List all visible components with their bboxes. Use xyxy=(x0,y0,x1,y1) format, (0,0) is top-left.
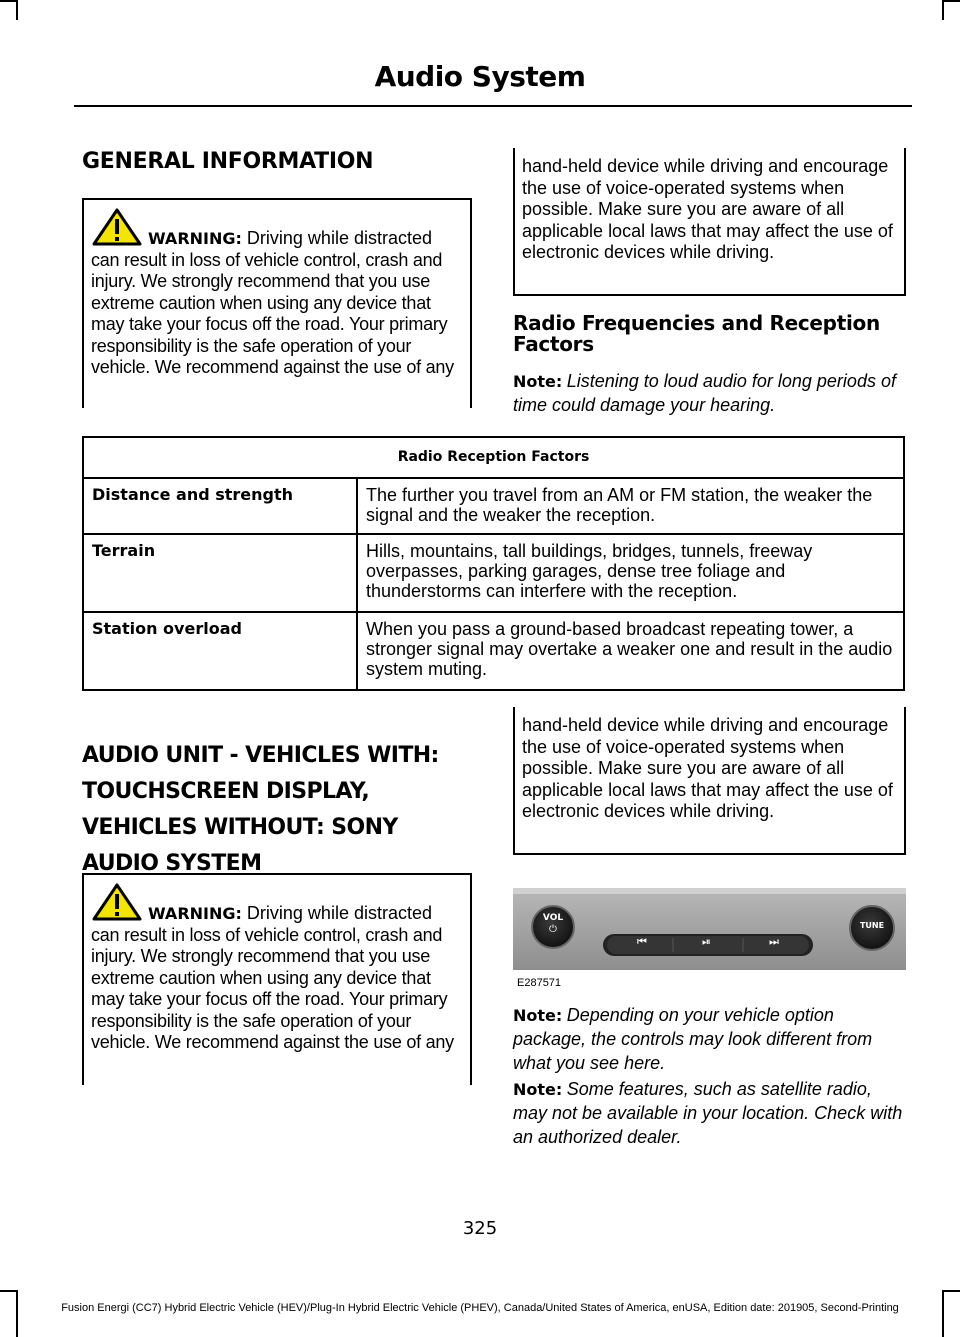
tune-knob-label: TUNE xyxy=(859,921,885,930)
warning-label: WARNING: xyxy=(148,904,242,923)
section-general-information-title: GENERAL INFORMATION xyxy=(82,149,374,174)
seek-forward-icon: ⏭ xyxy=(769,936,779,948)
warning-text-first: Driving while distracted xyxy=(246,903,432,923)
table-cell-description: When you pass a ground-based broadcast repeating tower, a stronger signal may overtake a weaker one and result in the audio system muting. xyxy=(357,612,904,690)
table-cell-description: Hills, mountains, tall buildings, bridges, tunnels, freeway overpasses, parking garages, dense tree foliage and thunderstorms can interfere with the reception. xyxy=(357,534,904,612)
play-pause-icon: ⏯ xyxy=(702,936,711,948)
warning-text: can result in loss of vehicle control, crash and injury. We strongly recommend that you use extreme caution when using any device that may take your focus off the road. Your primary responsibility is the safe operation of your vehicle. We recommend against the use of any xyxy=(91,924,454,1052)
table-row xyxy=(83,478,904,534)
table-row xyxy=(83,612,904,690)
section-audio-unit-title: AUDIO UNIT - VEHICLES WITH: TOUCHSCREEN DISPLAY, VEHICLES WITHOUT: SONY AUDIO SYSTEM xyxy=(82,743,439,876)
page-header-title: Audio System xyxy=(374,60,586,93)
radio-reception-factors-table xyxy=(82,436,905,691)
table-cell-factor: Terrain xyxy=(83,534,357,612)
warning-label: WARNING: xyxy=(148,229,242,248)
warning-continued-text: hand-held device while driving and encourage the use of voice-operated systems when possible. Make sure you are aware of all applicable local laws that may affect the use of electronic devices while driving. xyxy=(522,156,893,262)
crop-mark-top-right-v xyxy=(942,0,944,20)
table-cell-description: The further you travel from an AM or FM station, the weaker the signal and the weaker the reception. xyxy=(357,478,904,534)
warning-continued-text: hand-held device while driving and encourage the use of voice-operated systems when possible. Make sure you are aware of all applicable local laws that may affect the use of electronic devices while driving. xyxy=(522,715,893,821)
warning-text: can result in loss of vehicle control, crash and injury. We strongly recommend that you use extreme caution when using any device that may take your focus off the road. Your primary responsibility is the safe operation of your vehicle. We recommend against the use of any xyxy=(91,249,454,377)
footer-edition-info: Fusion Energi (CC7) Hybrid Electric Vehicle (HEV)/Plug-In Hybrid Electric Vehicle (PHEV), Canada/United States of America, enUSA, Edition date: 201905, Second-Printing xyxy=(61,1302,899,1314)
figure-id: E287571 xyxy=(517,977,562,989)
power-icon: ⏻ xyxy=(549,924,557,935)
table-row xyxy=(83,534,904,612)
warning-text-first: Driving while distracted xyxy=(246,228,432,248)
audio-unit-controls-illustration xyxy=(513,888,906,970)
seek-back-icon: ⏮ xyxy=(637,936,647,948)
header-rule xyxy=(74,105,912,107)
crop-mark-top-left-v xyxy=(16,0,18,20)
warning-box-1 xyxy=(82,198,472,408)
warning-box-2-continued xyxy=(513,707,906,855)
page-number: 325 xyxy=(462,1218,498,1239)
note-loud-audio: Note: Listening to loud audio for long periods of time could damage your hearing. xyxy=(513,371,896,415)
crop-mark-bottom-right xyxy=(942,1290,960,1292)
table-title: Radio Reception Factors xyxy=(83,437,904,478)
table-cell-factor: Distance and strength xyxy=(83,478,357,534)
table-cell-factor: Station overload xyxy=(83,612,357,690)
subheading-radio-frequencies: Radio Frequencies and Reception Factors xyxy=(513,311,880,356)
note-controls-differ: Note: Depending on your vehicle option package, the controls may look different from what you see here. xyxy=(513,1005,873,1073)
warning-box-1-continued xyxy=(513,148,906,296)
crop-mark-top-right xyxy=(942,0,960,2)
warning-box-2 xyxy=(82,873,472,1085)
volume-knob-label: VOL xyxy=(542,913,564,923)
note-features-availability: Note: Some features, such as satellite radio, may not be available in your location. Check with an authorized dealer. xyxy=(513,1079,903,1147)
